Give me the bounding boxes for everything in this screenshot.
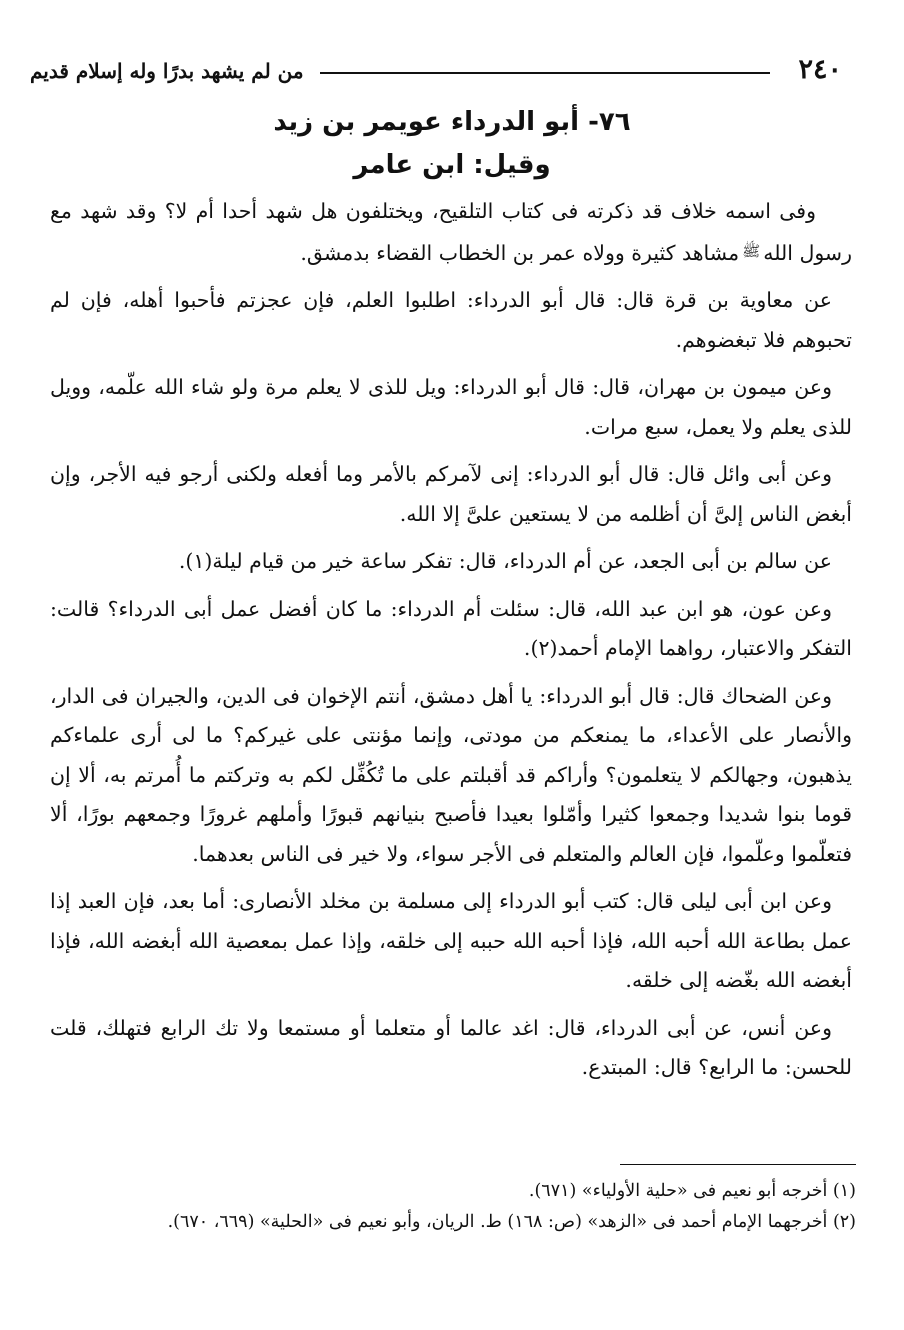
footnote-rule xyxy=(620,1164,856,1165)
running-header xyxy=(30,52,842,92)
paragraph: وعن الضحاك قال: قال أبو الدرداء: يا أهل دمشق، أنتم الإخوان فى الدين، والجيران فى الدار، والأنصار على الأعداء، ما يمنعكم من مودتى، وإنما مؤنتى على غيركم؟ ما لى أرى علماءكم يذهبون، وجهالكم لا يتعلمون؟ وأراكم قد أقبلتم على ما تُكُفِّل لكم به وتركتم ما أُمرتم به، ألا إن قوما بنوا شديدا وجمعوا كثيرا وأمّلوا بعيدا فأصبح بنيانهم قبورًا وأملهم غرورًا وجمعهم بورًا، ألا فتعلّموا وعلّموا، فإن العالم والمتعلم فى الأجر سواء، ولا خير فى الناس بعدهما. xyxy=(50,683,852,866)
paragraph-text: مشاهد كثيرة وولاه عمر بن الخطاب القضاء بدمشق. xyxy=(300,240,740,265)
paragraph: وعن أنس، عن أبى الدرداء، قال: اغد عالما أو متعلما أو مستمعا ولا تك الرابع فتهلك، قلت للحسن: ما الرابع؟ قال: المبتدع. xyxy=(50,1015,852,1079)
chapter-subheading: وقيل: ابن عامر xyxy=(353,150,551,180)
footnotes xyxy=(50,1176,856,1238)
paragraph-text: وفى اسمه خلاف قد ذكرته فى كتاب التلقيح، ويختلفون هل شهد أحدا أم لا؟ وقد شهد مع رسول الله xyxy=(50,199,852,265)
body-text xyxy=(50,192,852,1096)
paragraph: عن سالم بن أبى الجعد، عن أم الدرداء، قال: تفكر ساعة خير من قيام ليلة(١). xyxy=(178,549,832,573)
paragraph xyxy=(50,192,852,273)
header-rule xyxy=(320,72,770,74)
page-number: ٢٤٠ xyxy=(798,54,842,85)
paragraph: عن معاوية بن قرة قال: قال أبو الدرداء: اطلبوا العلم، فإن عجزتم فأحبوا أهله، فإن لم تحبوهم فلا تبغضوهم. xyxy=(50,288,852,352)
paragraph: وعن ميمون بن مهران، قال: قال أبو الدرداء: ويل للذى لا يعلم مرة ولو شاء الله علّمه، وويل للذى يعلم ولا يعمل، سبع مرات. xyxy=(50,375,852,439)
salla-mark-icon: ﷺ xyxy=(742,241,761,260)
footnote: (١) أخرجه أبو نعيم فى «حلية الأولياء» (٦٧١). xyxy=(528,1181,856,1201)
footnote: (٢) أخرجهما الإمام أحمد فى «الزهد» (ص: ١٦٨) ط. الريان، وأبو نعيم فى «الحلية» (٦٦٩، ٦٧٠). xyxy=(167,1212,856,1232)
paragraph: وعن ابن أبى ليلى قال: كتب أبو الدرداء إلى مسلمة بن مخلد الأنصارى: أما بعد، فإن العبد إذا عمل بطاعة الله أحبه الله، فإذا أحبه الله حببه إلى خلقه، وإذا عمل بمعصية الله أبغضه الله، فإذا أبغضه الله بغّضه إلى خلقه. xyxy=(50,889,852,992)
running-title: من لم يشهد بدرًا وله إسلام قديم xyxy=(30,59,304,83)
paragraph: وعن عون، هو ابن عبد الله، قال: سئلت أم الدرداء: ما كان أفضل عمل أبى الدرداء؟ قالت: التفكر والاعتبار، رواهما الإمام أحمد(٢). xyxy=(50,596,852,660)
chapter-heading: ٧٦- أبو الدرداء عويمر بن زيد xyxy=(273,107,631,137)
paragraph: وعن أبى وائل قال: قال أبو الدرداء: إنى لآمركم بالأمر وما أفعله ولكنى أرجو فيه الأجر، وإن أبغض الناس إلىَّ أن أظلمه من لا يستعين علىَّ إلا الله. xyxy=(50,462,852,526)
